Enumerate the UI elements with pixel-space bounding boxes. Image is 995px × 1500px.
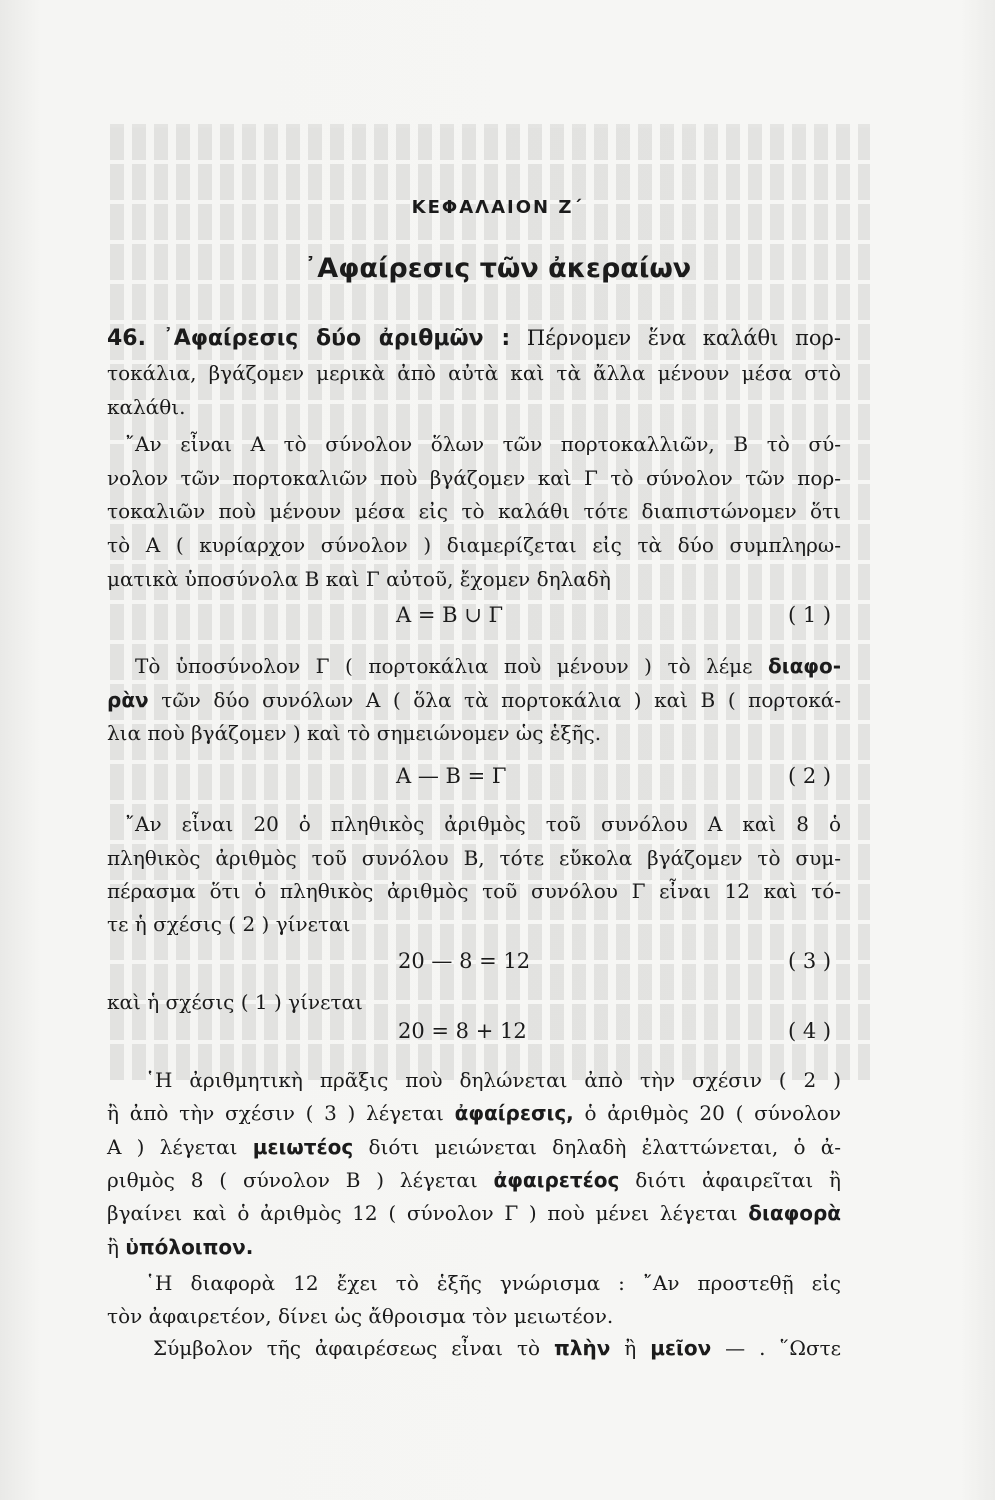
section-line-1: 46. ᾿Αφαίρεσις δύο ἀριθμῶν : Πέρνομεν ἕνα καλάθι πορ-: [107, 326, 841, 351]
paragraph-6-line-4: ριθμὸς 8 ( σύνολον Β ) λέγεται ἀφαιρετέος διότι ἀφαιρεῖται ἢ: [107, 1168, 842, 1192]
paragraph-4-line-2: πληθικὸς ἀριθμὸς τοῦ συνόλου Β, τότε εὔκολα βγάζομεν τὸ συμ-: [107, 846, 841, 870]
paragraph-5-line-1: καὶ ἡ σχέσις ( 1 ) γίνεται: [107, 990, 363, 1014]
equation-3-number: ( 3 ): [788, 949, 832, 973]
paragraph-4-line-1: ῎Αν εἶναι 20 ὁ πληθικὸς ἀριθμὸς τοῦ συνόλου Α καὶ 8 ὁ: [125, 812, 841, 836]
paragraph-2-line-1: ῎Αν εἶναι Α τὸ σύνολον ὅλων τῶν πορτοκαλλιῶν, Β τὸ σύ-: [125, 432, 841, 456]
equation-2-formula: Α — Β = Γ: [396, 764, 507, 788]
paragraph-6-line-1: ῾Η ἀριθμητικὴ πρᾶξις ποὺ δηλώνεται ἀπὸ τὴν σχέσιν ( 2 ): [145, 1068, 841, 1092]
section-line-3: καλάθι.: [107, 395, 186, 419]
paragraph-4-line-3: πέρασμα ὅτι ὁ πληθικὸς ἀριθμὸς τοῦ συνόλου Γ εἶναι 12 καὶ τό-: [107, 879, 841, 903]
paragraph-3-line-3: λια ποὺ βγάζομεν ) καὶ τὸ σημειώνομεν ὡς ἑξῆς.: [107, 721, 602, 745]
section-line-2: τοκάλια, βγάζομεν μερικὰ ἀπὸ αὐτὰ καὶ τὰ ἄλλα μένουν μέσα στὸ: [107, 361, 841, 385]
paragraph-7-line-1: ῾Η διαφορὰ 12 ἔχει τὸ ἑξῆς γνώρισμα : ῎Αν προστεθῇ εἰς: [145, 1271, 841, 1295]
paragraph-2-line-4: τὸ Α ( κυρίαρχον σύνολον ) διαμερίζεται εἰς τὰ δύο συμπληρω-: [107, 533, 841, 557]
paragraph-2-line-2: νολον τῶν πορτοκαλιῶν ποὺ βγάζομεν καὶ Γ τὸ σύνολον τῶν πορ-: [107, 466, 841, 490]
paragraph-4-line-4: τε ἡ σχέσις ( 2 ) γίνεται: [107, 912, 351, 936]
equation-4-formula: 20 = 8 + 12: [398, 1019, 527, 1043]
chapter-heading: ΚΕΦΑΛΑΙΟΝ Ζ΄: [411, 197, 584, 218]
equation-2-number: ( 2 ): [788, 764, 832, 788]
equation-1-formula: Α = Β ∪ Γ: [396, 603, 504, 627]
equation-4-number: ( 4 ): [788, 1019, 832, 1043]
equation-1-number: ( 1 ): [788, 603, 832, 627]
paragraph-6-line-2: ἢ ἀπὸ τὴν σχέσιν ( 3 ) λέγεται ἀφαίρεσις, ὁ ἀριθμὸς 20 ( σύνολον: [107, 1101, 842, 1125]
paragraph-6-line-6: ἢ ὑπόλοιπον.: [107, 1235, 254, 1259]
paragraph-7-line-2: τὸν ἀφαιρετέον, δίνει ὡς ἄθροισμα τὸν μειωτέον.: [107, 1304, 614, 1328]
paragraph-2-line-5: ματικὰ ὑποσύνολα Β καὶ Γ αὐτοῦ, ἔχομεν δηλαδὴ: [107, 567, 611, 591]
section-heading: ᾿Αφαίρεσις δύο ἀριθμῶν :: [162, 326, 511, 351]
paragraph-2-line-3: τοκαλιῶν ποὺ μένουν μέσα εἰς τὸ καλάθι τότε διαπιστώνομεν ὅτι: [107, 499, 841, 523]
section-number: 46.: [107, 326, 146, 351]
paragraph-6-line-3: Α ) λέγεται μειωτέος διότι μειώνεται δηλαδὴ ἐλαττώνεται, ὁ ἀ-: [107, 1135, 842, 1159]
paragraph-8-line-1: Σύμβολον τῆς ἀφαιρέσεως εἶναι τὸ πλὴν ἢ μεῖον — . ῞Ωστε: [153, 1336, 842, 1360]
page-title: ᾿Αφαίρεσις τῶν ἀκεραίων: [303, 253, 692, 284]
paragraph-6-line-5: βγαίνει καὶ ὁ ἀριθμὸς 12 ( σύνολον Γ ) ποὺ μένει λέγεται διαφορὰ: [107, 1201, 842, 1225]
equation-3-formula: 20 — 8 = 12: [398, 949, 531, 973]
paragraph-3-line-1: Τὸ ὑποσύνολον Γ ( πορτοκάλια ποὺ μένουν ) τὸ λέμε διαφο-: [135, 654, 841, 678]
paragraph-3-line-2: ρὰν τῶν δύο συνόλων Α ( ὅλα τὰ πορτοκάλια ) καὶ Β ( πορτοκά-: [107, 688, 841, 712]
